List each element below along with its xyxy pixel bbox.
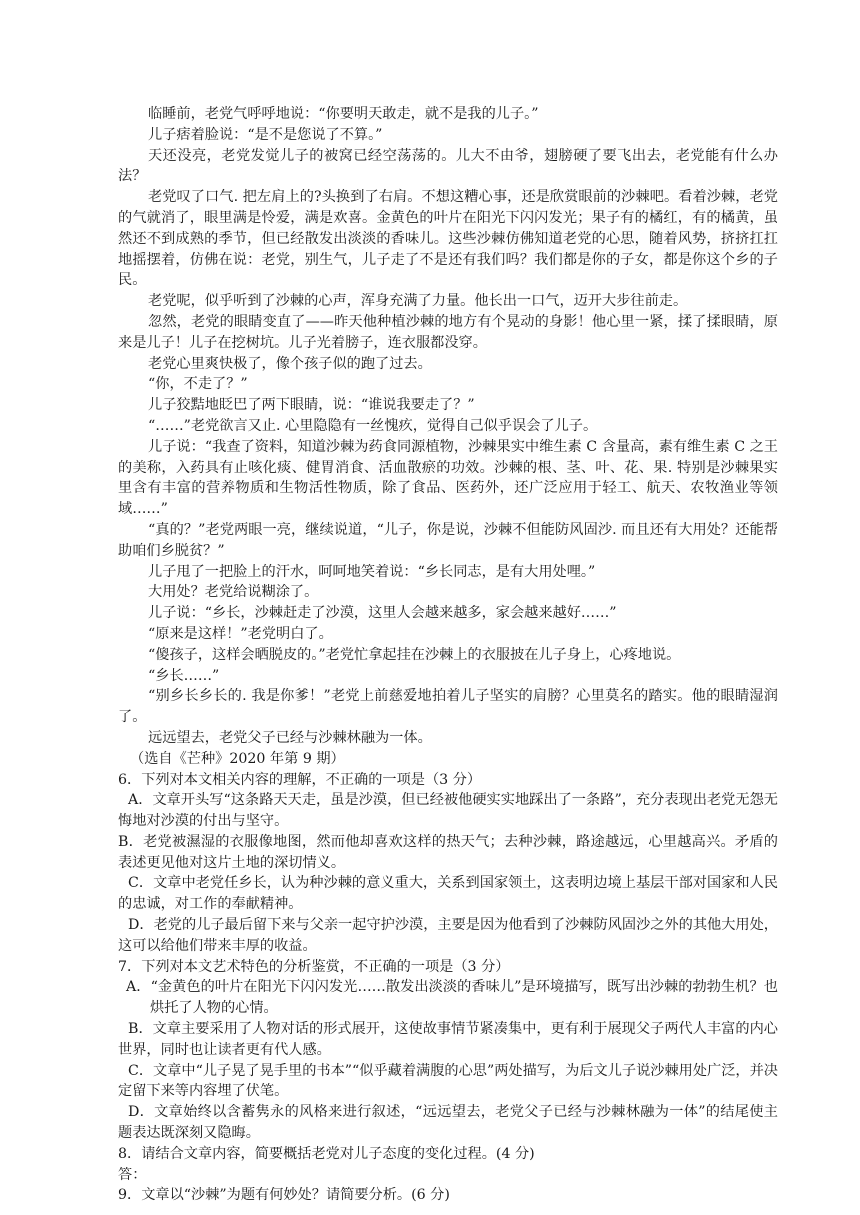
story-paragraph: 忽然，老党的眼睛变直了——昨天他种植沙棘的地方有个晃动的身影！他心里一紧，揉了揉眼睛，原来是儿子！儿子在挖树坑。儿子光着膀子，连衣服都没穿。 <box>118 313 778 351</box>
source-citation: （选自《芒种》2020 年第 9 期） <box>130 750 345 767</box>
question-6-option-b: B．老党被濕湿的衣服像地图，然而他却喜欢这样的热天气；去种沙棘，路途越远，心里越高兴。矛盾的表述更见他对这片土地的深切情义。 <box>118 833 778 871</box>
story-paragraph: 老党呢，似乎听到了沙棘的心声，浑身充满了力量。他长出一口气，迈开大步往前走。 <box>148 293 688 310</box>
story-paragraph: “傻孩子，这样会晒脱皮的。”老党忙拿起挂在沙棘上的衣服披在儿子身上，心疼地说。 <box>148 646 681 663</box>
story-paragraph: “别乡长乡长的. 我是你爹！”老党上前慈爱地拍着儿子坚实的肩膀？心里莫名的踏实。他的眼睛湿润了。 <box>118 688 778 726</box>
question-7-option-a: A．“金黄色的叶片在阳光下闪闪发光……散发出淡淡的香味儿”是环境描写，既写出沙棘的勃勃生机？也烘托了人物的心情。 <box>126 979 778 1017</box>
story-paragraph: “……”老党欲言又止. 心里隐隐有一丝愧疚，觉得自己似乎误会了儿子。 <box>148 417 598 434</box>
story-paragraph: 儿子甩了一把脸上的汗水，呵呵地笑着说：“乡长同志，是有大用处哩。” <box>148 563 596 580</box>
story-paragraph: “真的？”老党两眼一亮，继续说道，“儿子，你是说，沙棘不但能防风固沙. 而且还有大用处？还能帮助咱们乡脱贫？” <box>118 521 778 559</box>
question-9-stem: 9．文章以“沙棘”为题有何妙处？请简要分析。(6 分) <box>118 1187 450 1204</box>
question-7-option-c: C．文章中“儿子晃了晃手里的书本”“似乎藏着满腹的心思”两处描写，为后文儿子说沙棘用处广泛，并决定留下来等内容埋了伏笔。 <box>118 1062 778 1100</box>
story-paragraph: 儿子说：“我查了资料，知道沙棘为药食同源植物，沙棘果实中维生素 C 含量高，素有维生素 C 之王的美称，入药具有止咳化痰、健胃消食、活血散瘀的功效。沙棘的根、茎、叶、花、果. 特别是沙棘果实里含有丰富的营养物质和生物活性物质，除了食品、医药外，还广泛应用于轻工、航天、农牧渔业等领域……” <box>118 438 778 518</box>
question-7-option-b: B．文章主要采用了人物对话的形式展开，这使故事情节紧凑集中，更有利于展现父子两代人丰富的内心世界，同时也让读者更有代人感。 <box>118 1021 778 1058</box>
story-paragraph: 儿子狡黠地眨巴了两下眼睛，说：“谁说我要走了？” <box>148 397 475 414</box>
question-6-option-c: C．文章中老党任乡长，认为种沙棘的意义重大，关系到国家领土，这表明边境上基层干部对国家和人民的忠诚，对工作的奉献精神。 <box>118 875 778 913</box>
answer-label: 答： <box>118 1166 147 1183</box>
question-7-option-d: D．文章始终以含蓄隽永的风格来进行叙述，“远远望去，老党父子已经与沙棘林融为一体”的结尾使主题表达既深刻又隐晦。 <box>118 1104 778 1142</box>
story-paragraph: 儿子痞着脸说：“是不是您说了不算。” <box>148 126 383 143</box>
story-paragraph: “你，不走了？” <box>148 376 248 393</box>
story-paragraph: 老党心里爽快极了，像个孩子似的跑了过去。 <box>148 355 432 372</box>
story-paragraph: 天还没亮，老党发觉儿子的被窝已经空荡荡的。儿大不由爷，翅膀硬了要飞出去，老党能有什么办法？ <box>118 147 778 185</box>
question-6-stem: 6．下列对本文相关内容的理解，不正确的一项是（3 分） <box>118 771 482 788</box>
story-paragraph: 老党叹了口气. 把左肩上的?头换到了右肩。不想这糟心事，还是欣赏眼前的沙棘吧。看着沙棘，老党的气就消了，眼里满是怜爱，满是欢喜。金黄色的叶片在阳光下闪闪发光；果子有的橘红，有的橘黄，虽然还不到成熟的季节，但已经散发出淡淡的香味儿。这些沙棘仿佛知道老党的心思，随着风势，挤挤扛扛地摇摆着，仿佛在说：老党，别生气，儿子走了不是还有我们吗？我们都是你的子女，都是你这个乡的子民。 <box>118 189 778 289</box>
document-page <box>118 104 778 1206</box>
story-paragraph: 临睡前，老党气呼呼地说：“你要明天敢走，就不是我的儿子。” <box>148 106 539 122</box>
question-8-stem: 8．请结合文章内容，简要概括老党对儿子态度的变化过程。(4 分) <box>118 1145 535 1162</box>
story-paragraph: 远远望去，老党父子已经与沙棘林融为一体。 <box>148 729 432 746</box>
story-paragraph: 大用处？老党给说糊涂了。 <box>148 584 319 601</box>
story-paragraph: 儿子说：“乡长，沙棘赶走了沙漠，这里人会越来越多，家会越来越好……” <box>148 605 617 622</box>
question-6-option-d: D．老党的儿子最后留下来与父亲一起守护沙漠，主要是因为他看到了沙棘防风固沙之外的其他大用处，这可以给他们带来丰厚的收益。 <box>118 917 778 954</box>
question-6-option-a: A．文章开头写“这条路天天走，虽是沙漠，但已经被他硬实实地踩出了一条路”，充分表现出老党无怨无悔地对沙漠的付出与坚守。 <box>118 792 778 830</box>
question-7-stem: 7．下列对本文艺术特色的分析鉴赏，不正确的一项是（3 分） <box>118 958 510 975</box>
story-paragraph: “乡长……” <box>148 667 220 684</box>
story-paragraph: “原来是这样！”老党明白了。 <box>148 625 333 642</box>
